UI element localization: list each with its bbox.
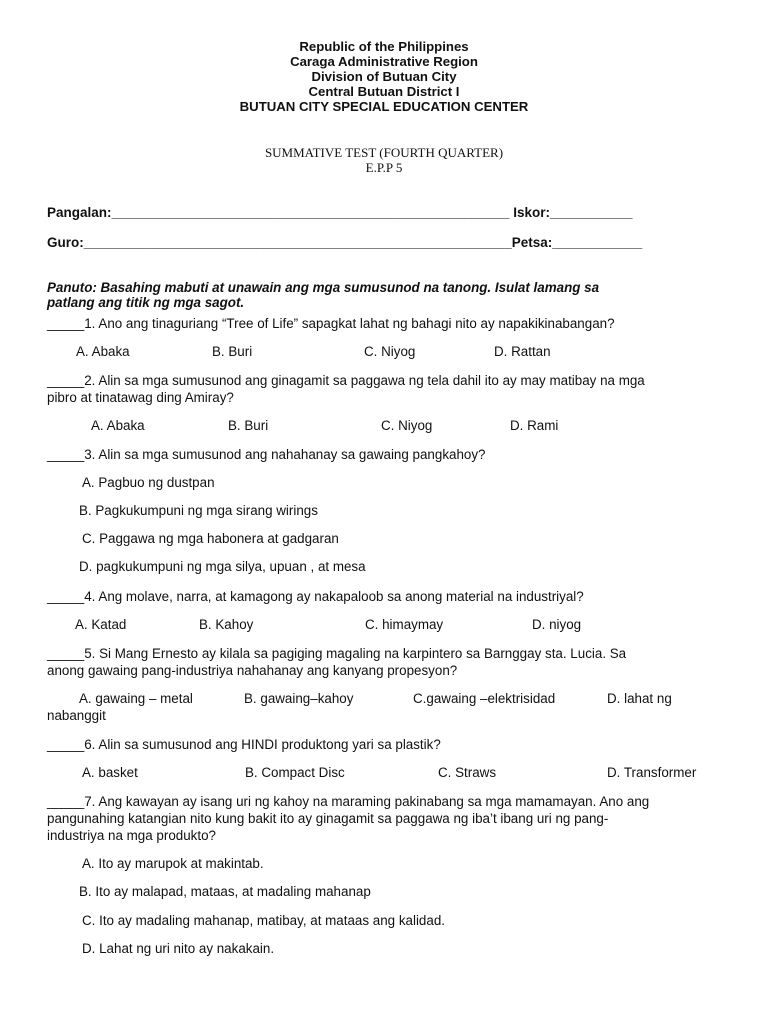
question-6-text: _____6. Alin sa sumusunod ang HINDI produktong yari sa plastik? bbox=[47, 737, 441, 752]
question-2-option-d: D. Rami bbox=[510, 418, 559, 433]
header-region: Caraga Administrative Region bbox=[290, 54, 478, 69]
question-6-option-d: D. Transformer bbox=[607, 765, 697, 780]
question-6-option-b: B. Compact Disc bbox=[245, 765, 345, 780]
question-4-option-b: B. Kahoy bbox=[199, 617, 254, 632]
question-6-option-c: C. Straws bbox=[438, 765, 497, 780]
question-4-option-a: A. Katad bbox=[75, 617, 127, 632]
question-7-text-line-3: industriya na mga produkto? bbox=[47, 828, 216, 843]
instructions-line-2: patlang ang titik ng mga sagot. bbox=[47, 295, 245, 310]
question-3-option-a: A. Pagbuo ng dustpan bbox=[82, 475, 215, 490]
question-2-option-c: C. Niyog bbox=[381, 418, 433, 433]
question-5-option-a: A. gawaing – metal bbox=[79, 691, 193, 706]
question-2-option-b: B. Buri bbox=[228, 418, 269, 433]
question-2-option-a: A. Abaka bbox=[91, 418, 145, 433]
question-6-option-a: A. basket bbox=[82, 765, 138, 780]
question-5-option-b: B. gawaing–kahoy bbox=[244, 691, 354, 706]
question-1-option-d: D. Rattan bbox=[494, 344, 551, 359]
question-1-option-a: A. Abaka bbox=[76, 344, 130, 359]
question-7-text-line-1: _____7. Ang kawayan ay isang uri ng kahoy na maraming pakinabang sa mga mamamayan. Ano ang bbox=[47, 794, 650, 809]
header-republic: Republic of the Philippines bbox=[299, 39, 469, 54]
question-3-text: _____3. Alin sa mga sumusunod ang nahahanay sa gawaing pangkahoy? bbox=[47, 447, 486, 462]
question-1-option-b: B. Buri bbox=[212, 344, 253, 359]
question-1-text: _____1. Ano ang tinaguriang “Tree of Life” sapagkat lahat ng bahagi nito ay napakikinabangan? bbox=[47, 316, 615, 331]
question-7-option-b: B. Ito ay malapad, mataas, at madaling mahanap bbox=[79, 884, 371, 899]
question-5-text-line-2: anong gawaing pang-industriya nahahanay ang kanyang propesyon? bbox=[47, 663, 458, 678]
header-school: BUTUAN CITY SPECIAL EDUCATION CENTER bbox=[239, 99, 529, 114]
question-7-text-line-2: pangunahing katangian nito kung bakit ito ay ginagamit sa paggawa ng iba’t ibang uri ng pang- bbox=[47, 811, 609, 826]
question-3-option-d: D. pagkukumpuni ng mga silya, upuan , at mesa bbox=[79, 559, 366, 574]
question-5-option-d-continued: nabanggit bbox=[47, 708, 106, 723]
question-7-option-a: A. Ito ay marupok at makintab. bbox=[82, 856, 264, 871]
question-4-option-c: C. himaymay bbox=[365, 617, 444, 632]
header-division: Division of Butuan City bbox=[311, 69, 457, 84]
question-1-option-c: C. Niyog bbox=[364, 344, 416, 359]
question-7-option-d: D. Lahat ng uri nito ay nakakain. bbox=[82, 941, 275, 956]
instructions-line-1: Panuto: Basahing mabuti at unawain ang mga sumusunod na tanong. Isulat lamang sa bbox=[47, 280, 600, 295]
teacher-date-field[interactable]: Guro:_________________________________________________________Petsa:____________ bbox=[47, 235, 643, 250]
question-7-option-c: C. Ito ay madaling mahanap, matibay, at mataas ang kalidad. bbox=[82, 913, 445, 928]
question-5-option-c: C.gawaing –elektrisidad bbox=[413, 691, 556, 706]
test-title: SUMMATIVE TEST (FOURTH QUARTER) bbox=[264, 145, 504, 160]
question-5-option-d: D. lahat ng bbox=[607, 691, 672, 706]
name-score-field[interactable]: Pangalan:_____________________________________________________ Iskor:___________ bbox=[47, 205, 633, 220]
question-5-text-line-1: _____5. Si Mang Ernesto ay kilala sa pagiging magaling na karpintero sa Barnggay sta. Lucia. Sa bbox=[47, 646, 627, 661]
question-3-option-c: C. Paggawa ng mga habonera at gadgaran bbox=[82, 531, 339, 546]
test-subject: E.P.P 5 bbox=[365, 160, 403, 175]
question-2-text-line-1: _____2. Alin sa mga sumusunod ang ginagamit sa paggawa ng tela dahil ito ay may matibay na mga bbox=[47, 373, 645, 388]
question-4-option-d: D. niyog bbox=[532, 617, 582, 632]
question-2-text-line-2: pibro at tinatawag ding Amiray? bbox=[47, 390, 234, 405]
question-3-option-b: B. Pagkukumpuni ng mga sirang wirings bbox=[79, 503, 318, 518]
header-district: Central Butuan District I bbox=[308, 84, 460, 99]
question-4-text: _____4. Ang molave, narra, at kamagong ay nakapaloob sa anong material na industriyal? bbox=[47, 589, 584, 604]
